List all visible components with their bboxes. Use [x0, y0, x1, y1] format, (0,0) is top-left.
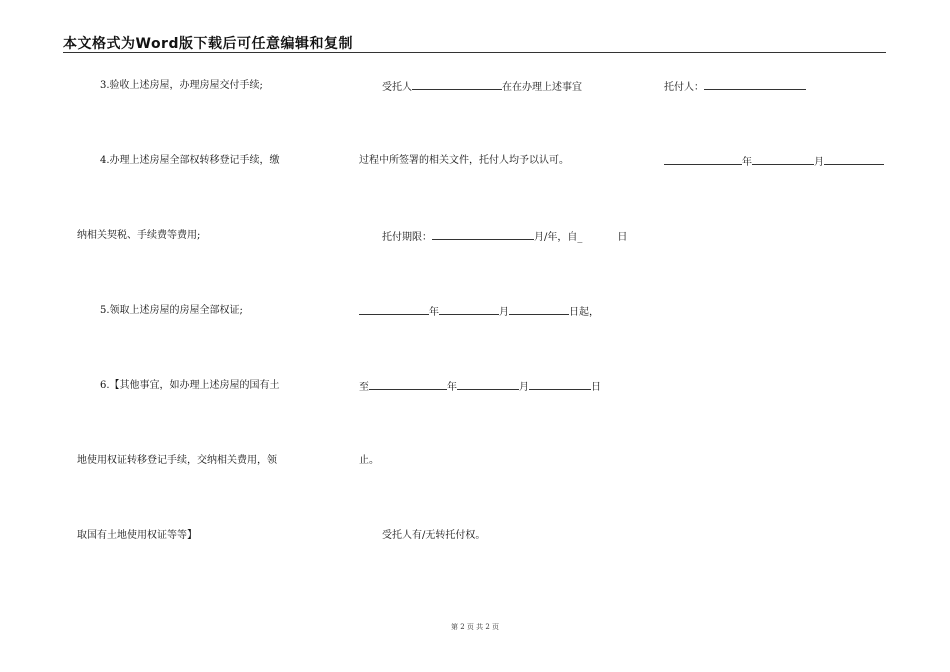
trustee-text: 在在办理上述事宜 [502, 82, 582, 93]
term-unit: 月/年，自_ [534, 232, 583, 243]
sign-month-blank [752, 154, 814, 165]
principal-blank [704, 79, 806, 90]
col2-line-6: 止。 [359, 455, 379, 466]
start-month-label: 月 [499, 307, 509, 318]
col1-line-5: 6.【其他事宜，如办理上述房屋的国有土 [100, 380, 280, 391]
col2-line-5 [359, 379, 601, 395]
col1-line-2: 4.办理上述房屋全部权转移登记手续，缴 [100, 155, 280, 166]
col3-line-1 [664, 79, 806, 95]
end-day-label: 日 [591, 382, 601, 393]
end-day-blank [529, 379, 591, 390]
start-year-blank [359, 304, 429, 315]
end-year-blank [369, 379, 447, 390]
page-footer: 第 2 页 共 2 页 [450, 623, 500, 631]
col2-line-4 [359, 304, 599, 320]
header-rule [63, 52, 886, 53]
end-prefix: 至 [359, 382, 369, 393]
start-day-label: 日起， [569, 307, 599, 318]
col2-line-3 [382, 229, 627, 245]
end-month-label: 月 [519, 382, 529, 393]
principal-label: 托付人： [664, 82, 704, 93]
col1-line-6: 地使用权证转移登记手续，交纳相关费用，领 [77, 455, 277, 466]
sign-year-label: 年 [742, 157, 752, 168]
start-month-blank [439, 304, 499, 315]
sign-year-blank [664, 154, 742, 165]
col2-line-1 [382, 79, 582, 95]
sign-day-blank [824, 154, 884, 165]
trustee-blank [412, 79, 502, 90]
sign-month-label: 月 [814, 157, 824, 168]
col2-line-2: 过程中所签署的相关文件，托付人均予以认可。 [359, 155, 569, 166]
start-year-label: 年 [429, 307, 439, 318]
term-label: 托付期限： [382, 232, 432, 243]
document-header-title: 本文格式为Word版下载后可任意编辑和复制 [63, 36, 353, 52]
col1-line-4: 5.领取上述房屋的房屋全部权证; [100, 305, 243, 316]
col1-line-3: 纳相关契税、手续费等费用; [77, 230, 201, 241]
col1-line-1: 3.验收上述房屋，办理房屋交付手续; [100, 80, 263, 91]
trustee-label: 受托人 [382, 82, 412, 93]
term-day: 日 [617, 232, 628, 243]
term-blank [432, 229, 534, 240]
end-month-blank [457, 379, 519, 390]
col1-line-7: 取国有土地使用权证等等】 [77, 530, 197, 541]
col2-line-7: 受托人有/无转托付权。 [382, 530, 486, 541]
end-year-label: 年 [447, 382, 457, 393]
col3-line-2 [664, 154, 884, 170]
start-day-blank [509, 304, 569, 315]
